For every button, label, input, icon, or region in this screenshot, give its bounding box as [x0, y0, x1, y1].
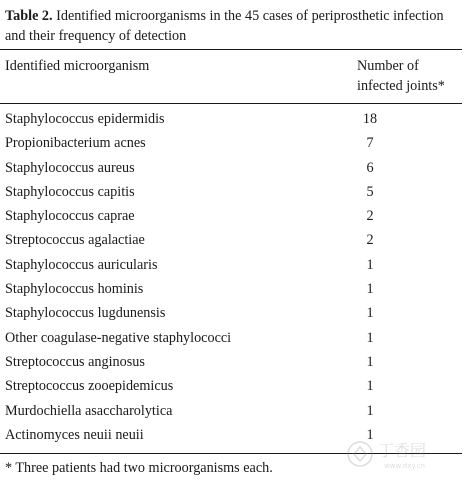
watermark-text: 丁香园 — [378, 441, 427, 460]
organism-name: Staphylococcus capitis — [5, 183, 135, 200]
table-top-rule — [0, 49, 462, 50]
table-footnote: * Three patients had two microorganisms each. — [5, 460, 273, 476]
table-row — [0, 377, 466, 401]
infected-joints-count: 1 — [366, 281, 374, 298]
infected-joints-count: 1 — [366, 329, 374, 346]
table-row — [0, 183, 466, 207]
infected-joints-count: 1 — [366, 353, 374, 370]
watermark-subtext: www.dxy.cn — [384, 462, 425, 470]
table-row — [0, 134, 466, 158]
table-row — [0, 231, 466, 255]
infected-joints-count: 6 — [366, 159, 374, 176]
infected-joints-count: 18 — [362, 111, 378, 127]
column-header-count-line1: Number of — [357, 58, 419, 74]
infected-joints-count: 1 — [366, 402, 374, 419]
organism-name: Streptococcus zooepidemicus — [5, 378, 174, 395]
table-row — [0, 329, 466, 353]
organism-name: Staphylococcus auricularis — [5, 256, 158, 273]
infected-joints-count: 1 — [366, 256, 374, 273]
organism-name: Staphylococcus caprae — [5, 208, 135, 225]
organism-name: Other coagulase-negative staphylococci — [5, 329, 232, 346]
organism-name: Staphylococcus hominis — [5, 281, 144, 298]
table-row — [0, 207, 466, 231]
infected-joints-count: 1 — [366, 378, 374, 395]
infected-joints-count: 7 — [366, 135, 374, 152]
table-row — [0, 304, 466, 328]
column-header-count-line2: infected joints* — [357, 78, 445, 94]
infected-joints-count: 5 — [366, 183, 374, 200]
table-row — [0, 280, 466, 304]
organism-name: Streptococcus anginosus — [5, 353, 145, 370]
infected-joints-count: 2 — [366, 232, 374, 249]
dxy-logo-icon — [340, 434, 460, 474]
infected-joints-count: 1 — [366, 305, 374, 322]
table-row — [0, 402, 466, 426]
organism-name: Staphylococcus aureus — [5, 159, 135, 176]
column-header-count — [357, 56, 463, 96]
organism-name: Actinomyces neuii neuii — [5, 426, 144, 443]
organism-name: Propionibacterium acnes — [5, 135, 146, 152]
table-row — [0, 256, 466, 280]
infected-joints-count: 1 — [366, 426, 374, 443]
infected-joints-count: 2 — [366, 208, 374, 225]
table-row — [0, 159, 466, 183]
table-row — [0, 110, 466, 134]
table-caption — [5, 6, 460, 46]
table-header-rule — [0, 103, 462, 104]
organism-name: Staphylococcus epidermidis — [5, 111, 165, 127]
table-caption-label: Table 2. — [5, 8, 53, 24]
organism-name: Staphylococcus lugdunensis — [5, 305, 166, 322]
organism-name: Streptococcus agalactiae — [5, 232, 145, 249]
column-header-organism: Identified microorganism — [5, 58, 150, 74]
table-caption-text: Identified microorganisms in the 45 cases of periprosthetic infection and their frequency of detection — [5, 8, 444, 44]
organism-name: Murdochiella asaccharolytica — [5, 402, 173, 419]
table-body — [0, 110, 466, 450]
table-row — [0, 353, 466, 377]
